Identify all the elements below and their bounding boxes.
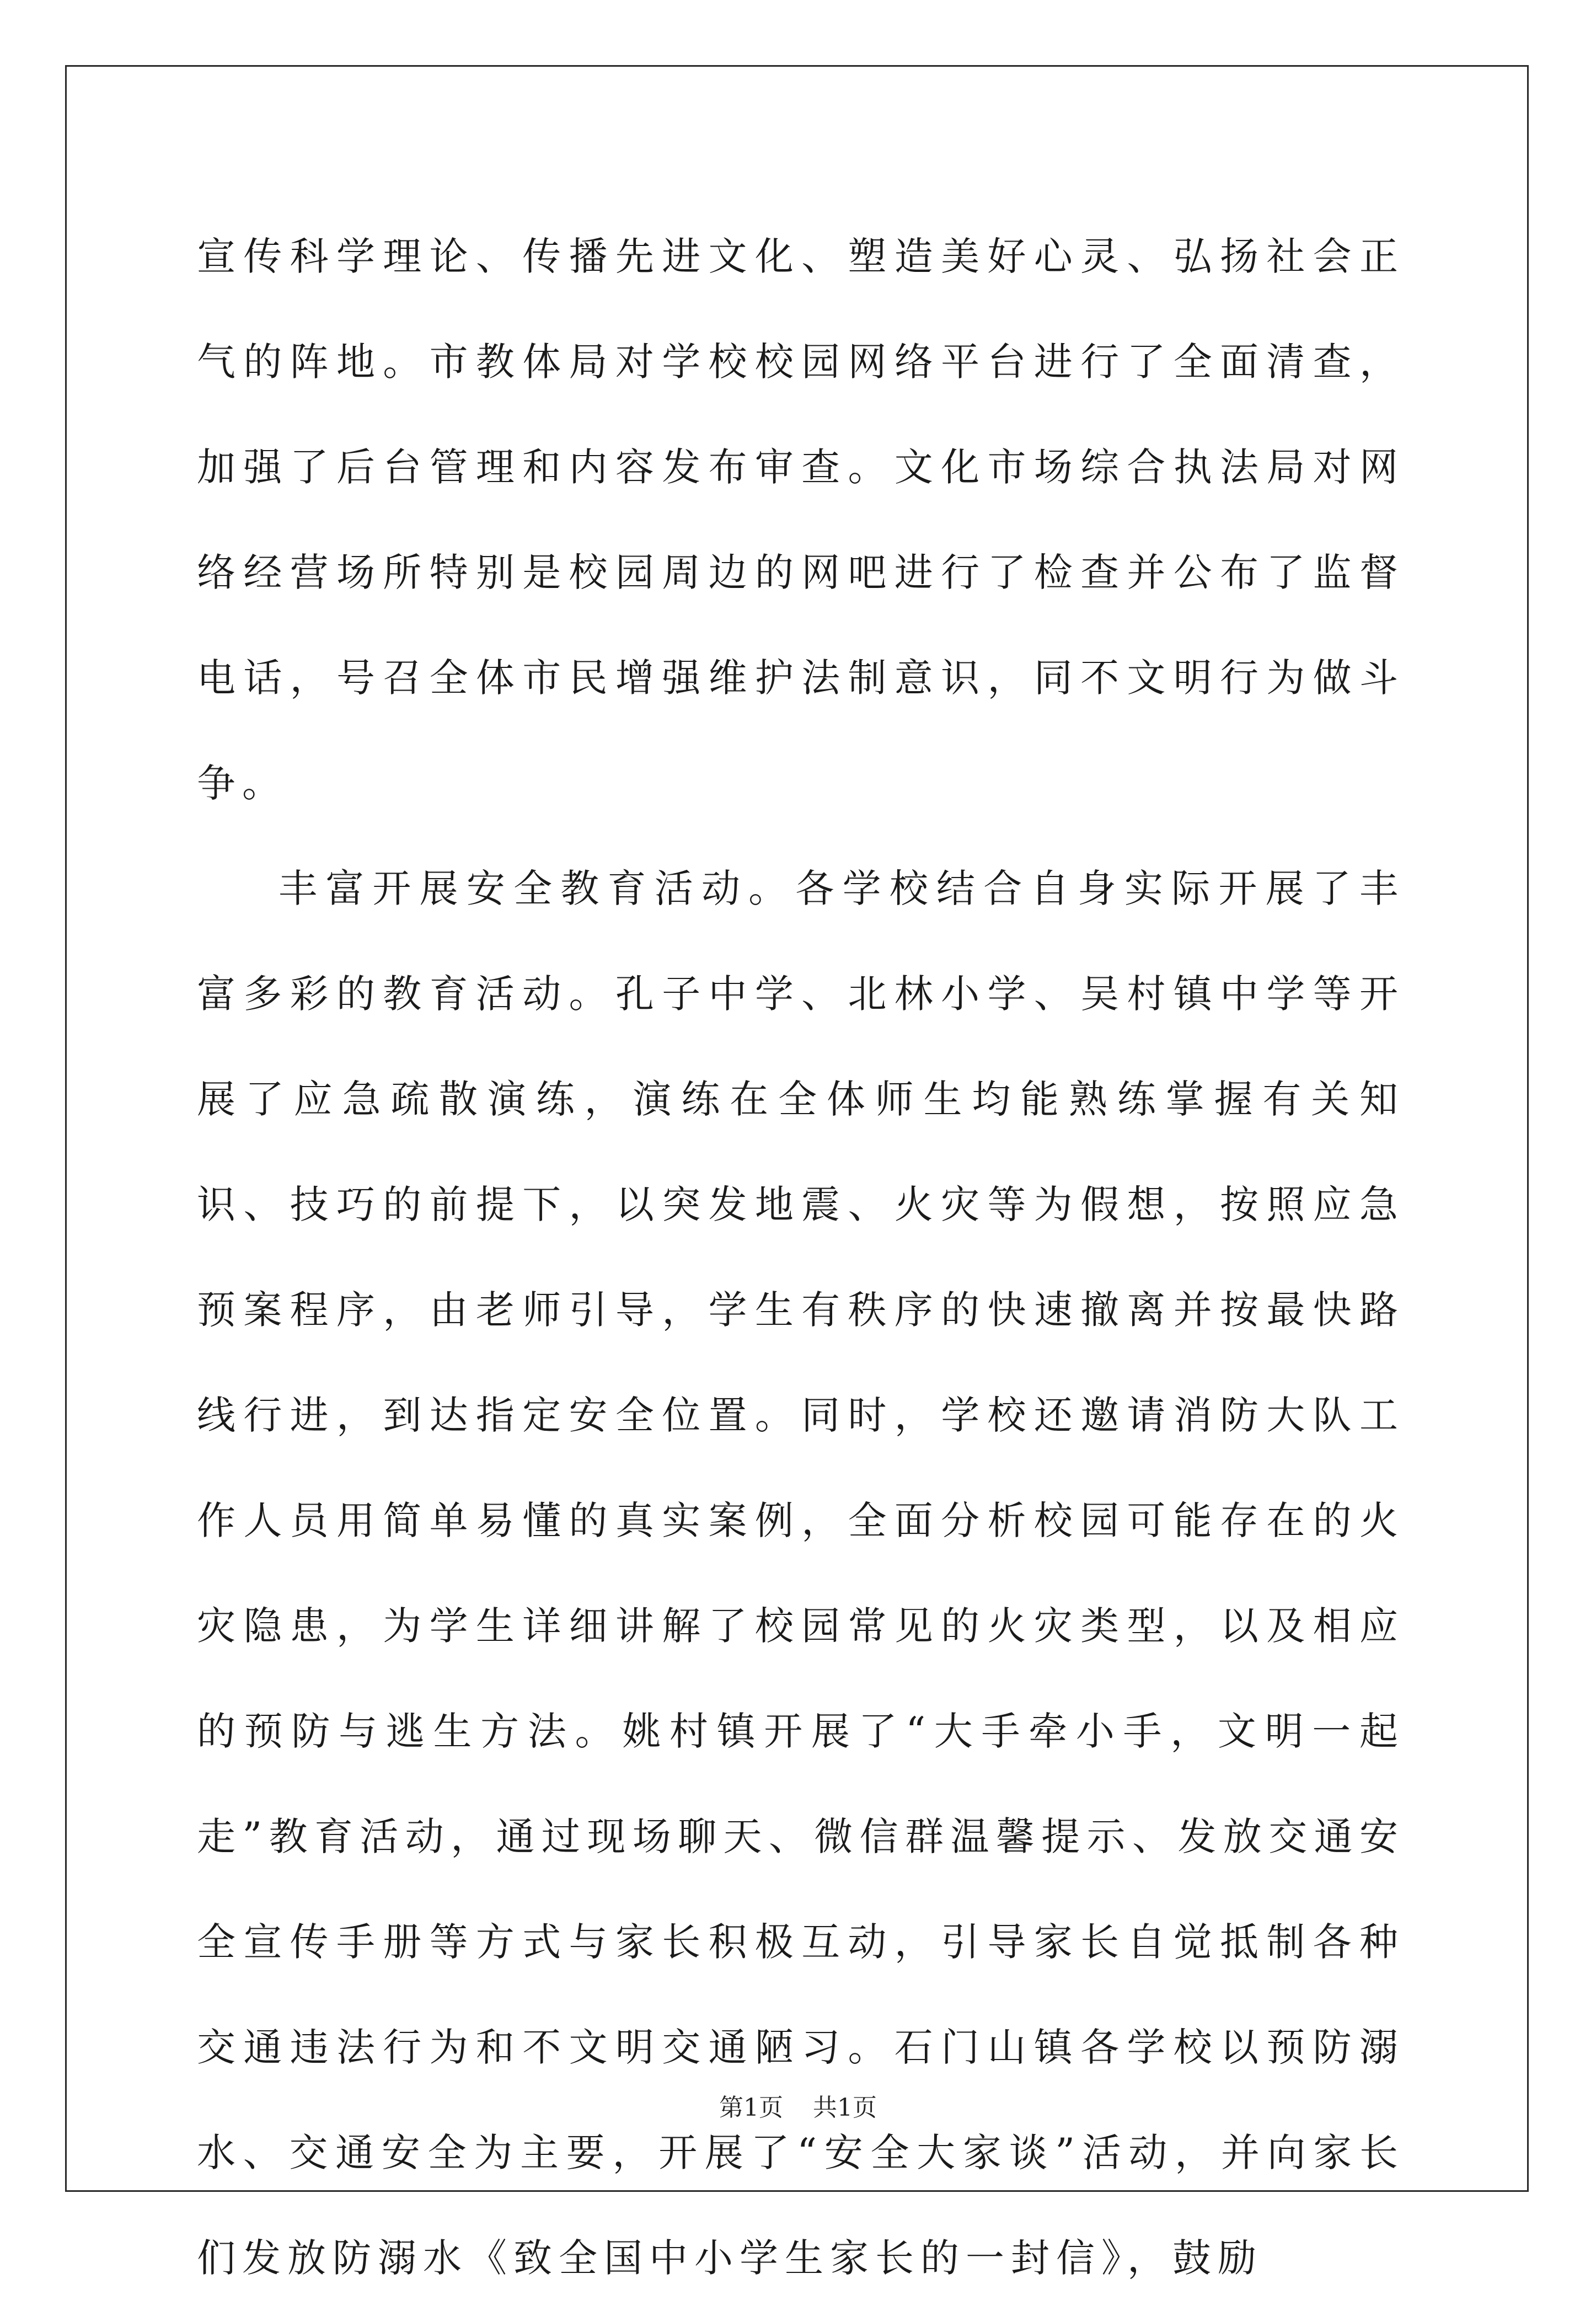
document-body [197,204,1405,2311]
page-number: 第1页 [719,2094,783,2122]
page-total: 共1页 [813,2094,877,2122]
paragraph-safety-education: 丰富开展安全教育活动。各学校结合自身实际开展了丰富多彩的教育活动。孔子中学、北林小学、吴村镇中学等开展了应急疏散演练，演练在全体师生均能熟练掌握有关知识、技巧的前提下，以突发地震、火灾等为假想，按照应急预案程序，由老师引导，学生有秩序的快速撤离并按最快路线行进，到达指定安全位置。同时，学校还邀请消防大队工作人员用简单易懂的真实案例，全面分析校园可能存在的火灾隐患，为学生详细讲解了校园常见的火灾类型，以及相应的预防与逃生方法。姚村镇开展了“大手牵小手，文明一起走”教育活动，通过现场聊天、微信群温馨提示、发放交通安全宣传手册等方式与家长积极互动，引导家长自觉抵制各种交通违法行为和不文明交通陋习。石门山镇各学校以预防溺水、交通安全为主要，开展了“安全大家谈”活动，并向家长们发放防溺水《致全国中小学生家长的一封信》，鼓励 [197,866,1405,2281]
paragraph-continuation: 宣传科学理论、传播先进文化、塑造美好心灵、弘扬社会正气的阵地。市教体局对学校校园网络平台进行了全面清查，加强了后台管理和内容发布审查。文化市场综合执法局对网络经营场所特别是校园周边的网吧进行了检查并公布了监督电话，号召全体市民增强维护法制意识，同不文明行为做斗争。 [197,234,1405,806]
page-footer [0,2091,1596,2125]
